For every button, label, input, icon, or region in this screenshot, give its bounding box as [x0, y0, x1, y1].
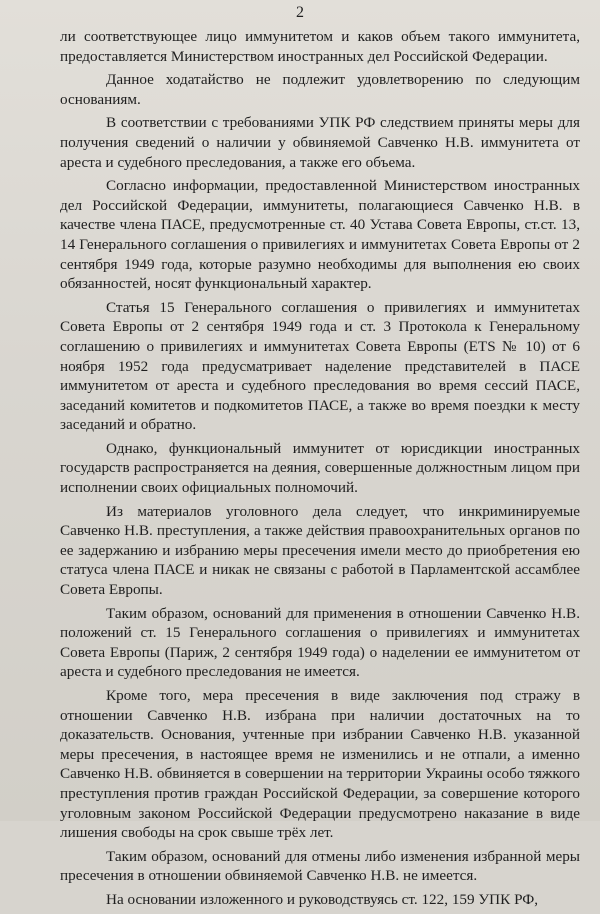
- paragraph: Таким образом, оснований для отмены либо изменения избранной меры пресечения в отношении обвиняемой Савченко Н.В. не имеется.: [60, 847, 580, 885]
- paragraph: Статья 15 Генерального соглашения о привилегиях и иммунитетах Совета Европы от 2 сентября 1949 года и ст. 3 Протокола к Генеральному соглашению о привилегиях и иммунитетах Совета Европы (ETS № 10) от 6 ноября 1952 года предусматривает наделение представителей в ПАСЕ иммунитетом от ареста и судебного преследования во время сессий ПАСЕ, заседаний комитетов и подкомитетов ПАСЕ, а также во время поездки к месту заседаний и обратно.: [60, 298, 580, 434]
- paragraph: Из материалов уголовного дела следует, что инкриминируемые Савченко Н.В. преступления, а также действия правоохранительных органов по ее задержанию и избранию меры пресечения имели место до приобретения ею статуса члена ПАСЕ и никак не связаны с работой в Парламентской ассамблее Совета Европы.: [60, 502, 580, 599]
- paragraph: Таким образом, оснований для применения в отношении Савченко Н.В. положений ст. 15 Генерального соглашения о привилегиях и иммунитетах Совета Европы (Париж, 2 сентября 1949 года) о наделении ее иммунитетом от ареста и судебного преследования не имеется.: [60, 604, 580, 681]
- paragraph: Согласно информации, предоставленной Министерством иностранных дел Российской Федерации, иммунитеты, полагающиеся Савченко Н.В. в качестве члена ПАСЕ, предусмотренные ст. 40 Устава Совета Европы, ст.ст. 13, 14 Генерального соглашения о привилегиях и иммунитетах Совета Европы от 2 сентября 1949 года, которые разумно необходимы для выполнения ею своих обязанностей, носят функциональный характер.: [60, 177, 580, 293]
- document-body: [60, 27, 580, 914]
- page-number: 2: [296, 4, 304, 21]
- paragraph: На основании изложенного и руководствуясь ст. 122, 159 УПК РФ,: [106, 890, 539, 908]
- paragraph: В соответствии с требованиями УПК РФ следствием приняты меры для получения сведений о наличии у обвиняемой Савченко Н.В. иммунитета от ареста и судебного преследования, а также его объема.: [60, 114, 580, 171]
- paragraph: Данное ходатайство не подлежит удовлетворению по следующим основаниям.: [60, 71, 580, 108]
- paragraph: Кроме того, мера пресечения в виде заключения под стражу в отношении Савченко Н.В. избрана при наличии достаточных на то доказательств. Основания, учтенные при избрании Савченко Н.В. указанной меры пресечения, в настоящее время не изменились и не отпали, а именно Савченко Н.В. обвиняется в совершении на территории Украины особо тяжкого преступления против граждан Российской Федерации, за совершение которого уголовным законом Российской Федерации предусмотрено наказание в виде лишения свободы на срок свыше трёх лет.: [60, 687, 580, 842]
- paragraph: Однако, функциональный иммунитет от юрисдикции иностранных государств распространяется на деяния, совершенные должностным лицом при исполнении своих официальных полномочий.: [60, 439, 580, 497]
- paragraph-continuation: ли соответствующее лицо иммунитетом и каков объем такого иммунитета, предоставляется Министерством иностранных дел Российской Федерации.: [60, 28, 580, 65]
